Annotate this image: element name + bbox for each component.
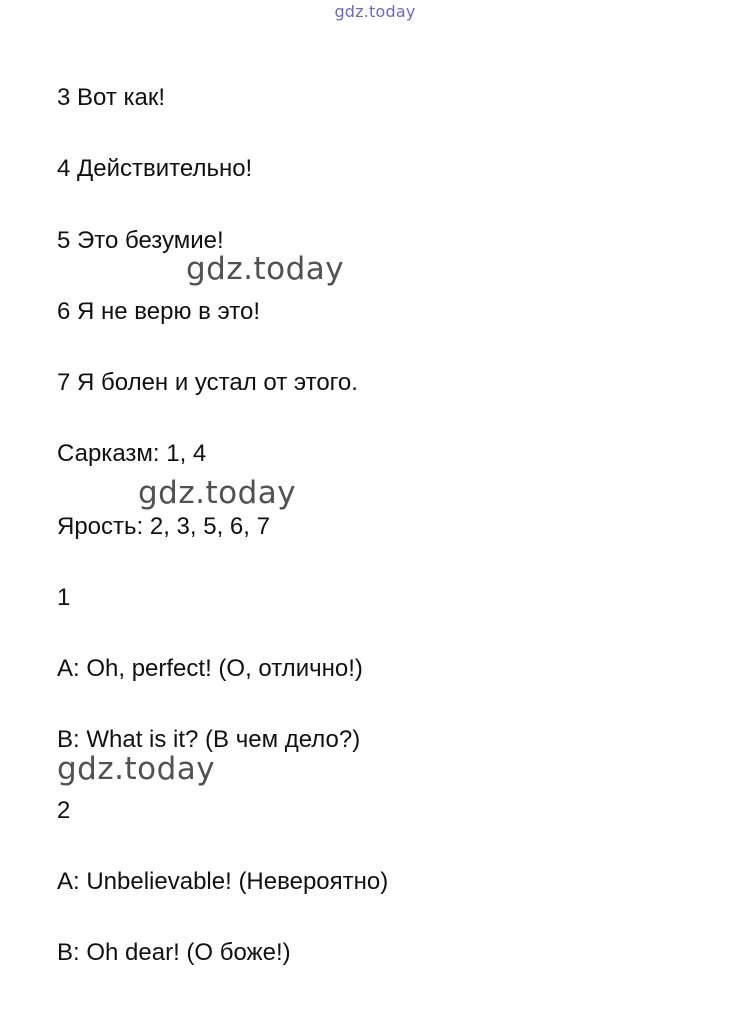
dialog-line-b2: B: Oh dear! (О боже!) (57, 939, 291, 966)
answer-line-4: 4 Действительно! (57, 155, 253, 182)
sarcasm-line: Сарказм: 1, 4 (57, 440, 207, 467)
section-number-1: 1 (57, 584, 71, 611)
dialog-line-b1: B: What is it? (В чем дело?) (57, 726, 361, 753)
answer-line-5: 5 Это безумие! (57, 227, 224, 254)
answer-line-3: 3 Вот как! (57, 84, 166, 111)
watermark-1: gdz.today (186, 251, 345, 287)
watermark-2: gdz.today (138, 475, 297, 511)
answer-line-6: 6 Я не верю в это! (57, 298, 261, 325)
dialog-line-a1: A: Oh, perfect! (О, отлично!) (57, 655, 363, 682)
watermark-top: gdz.today (334, 2, 416, 21)
section-number-2: 2 (57, 797, 71, 824)
rage-line: Ярость: 2, 3, 5, 6, 7 (57, 513, 270, 540)
dialog-line-a2: A: Unbelievable! (Невероятно) (57, 868, 389, 895)
watermark-3: gdz.today (57, 751, 216, 787)
answer-line-7: 7 Я болен и устал от этого. (57, 369, 358, 396)
